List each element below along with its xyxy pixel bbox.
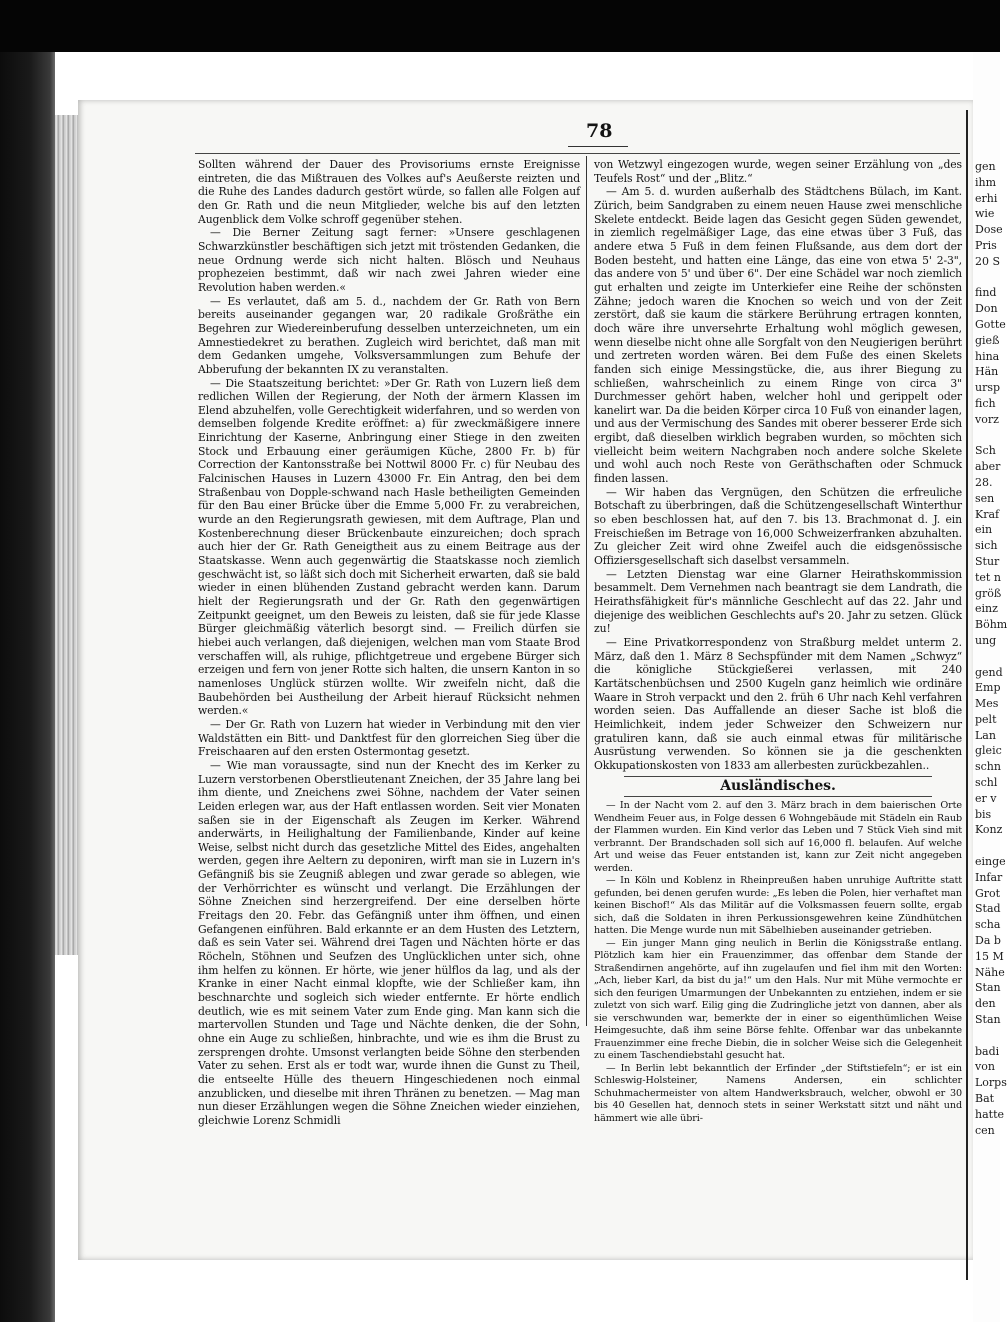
neighbor-fragment: gend (975, 665, 1003, 679)
neighbor-fragment: größ (975, 586, 1002, 600)
page-number: 78 (586, 120, 613, 142)
column-divider (586, 156, 587, 1026)
neighbor-fragment: ung (975, 633, 997, 647)
neighbor-fragment: wie (975, 207, 995, 221)
article-paragraph: — In Berlin lebt bekanntlich der Erfinder „der Stiftstiefeln“; er ist ein Schleswig-Holsteiner, Namens Andersen, ein schlichter Schuhmachermeister von altem Handwerksbrauch, welcher, obwohl er 30 bis 40 Gesellen hat, dennoch stets in seiner Werkstatt sitzt und näht und hämmert wie alle übri- (594, 1062, 962, 1124)
neighbor-fragment: einge (975, 855, 1006, 869)
neighbor-fragment (975, 650, 1000, 663)
neighbor-fragment: fich (975, 396, 996, 410)
article-paragraph: — Ein junger Mann ging neulich in Berlin die Königsstraße entlang. Plötzlich kam hier ein Frauenzimmer, das offenbar dem Stande der Straßendirnen angehörte, auf ihn zugelaufen und fiel ihm mit den Worten: „Ach, lieber Karl, da bist du ja!“ um den Hals. Nur mit Mühe vermochte er sich den feurigen Umarmungen der Unbekannten zu entziehen, indem er sie zuletzt von sich warf. Eilig ging die Zudringliche jetzt von dannen, aber als sie verschwunden war, bemerkte der in einer so eigenthümlichen Weise Heimgesuchte, daß ihm seine Börse fehlte. Offenbar war das unbekannte Frauenzimmer eine freche Diebin, die in solcher Weise sich die Gelegenheit zu einem Taschendiebstahl gesucht hat. (594, 937, 962, 1062)
right-column (594, 158, 962, 1125)
neighbor-fragment: Grot (975, 886, 1001, 900)
page-edge-line (966, 110, 968, 1280)
neighbor-fragment: Kraf (975, 507, 1000, 521)
neighbor-fragment: Stad (975, 902, 1001, 916)
neighbor-fragment: Nähe (975, 965, 1005, 979)
neighbor-fragment: gieß (975, 333, 1000, 347)
neighbor-fragment: sich (975, 539, 998, 553)
neighbor-fragment: cen (975, 1123, 995, 1137)
section-heading-foreign: Ausländisches. (720, 777, 836, 794)
neighbor-fragment: schl (975, 776, 998, 790)
article-paragraph: — Die Staatszeitung berichtet: »Der Gr. Rath von Luzern ließ dem redlichen Willen der Regierung, der Noth der ärmern Klassen im Elend abzuhelfen, volle Gerechtigkeit widerfahren, und so werden von demselben folgende Kredite eröffnet: a) für zweckmäßigere innere Einrichtung der Kaserne, Anbringung einer Stiege in den zweiten Stock und Erbauung einer geräumigen Küche, 2800 Fr. b) für Correction der Kantonsstraße bei Nottwil 8000 Fr. c) für Neubau des Falcinischen Hauses in Luzern 43000 Fr. Ein Antrag, den bei dem Straßenbau von Dopple-schwand nach Hasle betheiligten Gemeinden für den Bau einer Brücke über die Emme 5,000 Fr. zu verabreichen, wurde an den Regierungsrath gewiesen, mit dem Auftrage, Plan und Kostenberechnung dieser Brückenbaute einzureichen; doch sprach auch hier der Gr. Rath Geneigtheit aus zu einem Beitrage aus der Staatskasse. Wenn auch gegenwärtig die Staatskasse noch ziemlich geschwächt ist, so läßt sich doch mit Sicherheit erwarten, daß sie bald wieder in einen blühenden Zustand gebracht werden kann. Darum hielt der Regierungsrath und der Gr. Rath den gegenwärtigen Zeitpunkt geeignet, um den Beweis zu leisten, daß sie für jede Klasse Bürger gleichmäßig väterlich besorgt sind. — Freilich dürfen sie hiebei auch verlangen, daß diejenigen, welchen man vom Staate Brod verschaffen will, als ruhige, pflichtgetreue und ergebene Bürger sich erzeigen und fern von jener Rotte sich halten, die unsern Kanton in so namenloses Unglück stürzen wollte. Wir zweifeln nicht, daß die Baubehörden bei Austheilung der Arbeit hierauf Rücksicht nehmen werden.« (198, 376, 580, 718)
neighbor-fragment (975, 1029, 1000, 1042)
article-paragraph: — Es verlautet, daß am 5. d., nachdem der Gr. Rath von Bern bereits auseinander gegangen war, 20 radikale Großräthe ein Begehren zur Wiedereinberufung desselben unterzeichneten, um ein Amnestiedekret zu berathen. Zugleich wird berichtet, daß man mit dem Gedanken umgehe, Volksversammlungen zum Behufe der Abberufung der bekannten IX zu veranstalten. (198, 294, 580, 376)
neighbor-fragment: erhi (975, 191, 998, 205)
neighbor-fragment: ein (975, 523, 993, 537)
neighbor-fragment: badi (975, 1044, 1000, 1058)
neighbor-fragment: von (975, 1060, 995, 1074)
neighbor-fragment: Lan (975, 728, 996, 742)
article-paragraph: — Wir haben das Vergnügen, den Schützen die erfreuliche Botschaft zu überbringen, daß die Schützengesellschaft Winterthur so eben beschlossen hat, auf den 7. bis 13. Brachmonat d. J. ein Freischießen im Betrage von 16,000 Schweizerfranken abzuhalten. Zu gleicher Zeit wird ohne Zweifel auch die eidsgenössische Offiziersgesellschaft sich daselbst versammeln. (594, 485, 962, 568)
article-paragraph: — Wie man voraussagte, sind nun der Knecht des im Kerker zu Luzern verstorbenen Oberstlieutenant Zneichen, der 35 Jahre lang bei ihm diente, und Zneichens zwei Söhne, nachdem der Vater seinen Leiden erlegen war, aus der Haft entlassen worden. Seit vier Monaten saßen sie in der Eigenschaft als Zeugen im Kerker. Während anderwärts, in Heilighaltung der Familienbande, Kinder auf keine Weise, selbst nicht durch das gesetzliche Mittel des Eides, angehalten werden, gegen ihre Aeltern zu deponiren, wirft man sie in Luzern in's Gefängniß bis sie Zeugniß ablegen und zwar gerade so ablegen, wie der Verhörrichter es wünscht und verlangt. Die Erzählungen der Söhne Zneichen sind herzergreifend. Der eine derselben hörte Freitags den 20. Febr. das Gefängniß unter ihm öffnen, und einen Gefangenen einführen. Bald erkannte er an dem Husten des Letztern, daß es sein Vater sei. Während drei Tagen und Nächten hörte er das Röcheln, Stöhnen und Seufzen des Unglücklichen unter sich, ohne ihm helfen zu können. Er hörte, wie jener hülflos da lag, und als der Kranke in einer Nacht einmal klopfte, wie der Schließer kam, ihn beschnarchte und sogleich sich wieder entfernte. Er hörte endlich deutlich, wie es mit seinem Vater zum Ende ging. Man kann sich die martervollen Stunden und Tage und Nächte denken, die der Sohn, ohne ein Auge zu schließen, hinbrachte, und wie es ihm die Brust zu zersprengen drohte. Umsonst verlangten beide Söhne den sterbenden Vater zu sehen. Erst als er todt war, wurde ihnen die Gunst zu Theil, die entseelte Hülle des theuern Hingeschiedenen noch einmal anzublicken, und dieselbe mit ihren Thränen zu benetzen. — Mag man nun dieser Erzählungen wegen die Söhne Zneichen wieder einziehen, gleichwie Lorenz Schmidli (198, 758, 580, 1127)
article-paragraph: Sollten während der Dauer des Provisoriums ernste Ereignisse eintreten, die das Mißtrauen des Volkes auf's Aeußerste reizten und die Ruhe des Landes dadurch gestört würde, so fallen alle Folgen auf den Gr. Rath und die neun Mitglieder, welche bis auf den letzten Augenblick dem Volke schroff gegenüber stehen. (198, 158, 580, 226)
neighbor-fragment: Gotte (975, 317, 1006, 331)
neighbor-fragment: gen (975, 160, 996, 173)
neighbor-fragment: Pris (975, 238, 997, 252)
article-paragraph: — Letzten Dienstag war eine Glarner Heirathskommission besammelt. Dem Vernehmen nach beantragt sie dem Landrath, die Heirathsfähigkeit für's männliche Geschlecht auf das 22. Jahr und diejenige des weiblichen Geschlechts auf's 20. Jahr zu setzen. Glück zu! (594, 567, 962, 636)
neighbor-fragment: einz (975, 602, 998, 616)
neighbor-fragment: ursp (975, 381, 1001, 395)
neighbor-fragment: Da b (975, 934, 1001, 948)
neighbor-fragment: aber (975, 460, 1001, 474)
neighbor-fragment: Stan (975, 1013, 1001, 1027)
neighbor-fragment: Konz (975, 823, 1003, 837)
neighbor-fragment: Mes (975, 697, 999, 711)
section-rule (624, 796, 932, 797)
neighbor-fragment: 15 M (975, 949, 1004, 963)
neighbor-fragment: Lorps (975, 1076, 1007, 1090)
neighbor-fragment (975, 271, 1000, 284)
neighbor-fragment: scha (975, 918, 1001, 932)
neighbor-fragment: gleic (975, 744, 1002, 758)
article-paragraph: — In Köln und Koblenz in Rheinpreußen haben unruhige Auftritte statt gefunden, bei denen gerufen wurde: „Es leben die Polen, hier verhaftet man keinen Bischof!“ Als das Militär auf die Volksmassen feuern sollte, ergab sich, daß die Soldaten in ihren Perkussionsgewehren keine Zündhütchen hatten. Die Menge wurde nun mit Säbelhieben auseinander getrieben. (594, 875, 962, 937)
neighbor-fragment: bis (975, 807, 992, 821)
book-page-edges (55, 115, 78, 955)
neighbor-fragment: find (975, 286, 997, 300)
neighbor-fragment: hatte (975, 1107, 1004, 1121)
neighbor-fragment: vorz (975, 412, 999, 426)
neighbor-fragment (975, 429, 1000, 442)
neighbor-fragment: 20 S (975, 254, 1001, 268)
neighbor-fragment: hina (975, 349, 1000, 363)
article-paragraph: — Der Gr. Rath von Luzern hat wieder in Verbindung mit den vier Waldstätten ein Bitt- und Danktfest für den glorreichen Sieg über die Freischaaren auf den ersten Ostermontag gesetzt. (198, 717, 580, 759)
neighbor-fragment: 28. (975, 475, 993, 489)
neighbor-fragment: er v (975, 791, 997, 805)
neighbor-fragment: Sch (975, 444, 996, 458)
neighbor-fragment: Stan (975, 981, 1001, 995)
left-column (198, 158, 580, 1128)
header-rule (195, 153, 960, 154)
article-paragraph: — In der Nacht vom 2. auf den 3. März brach in dem baierischen Orte Wendheim Feuer aus, in Folge dessen 6 Wohngebäude mit Städeln ein Raub der Flammen wurden. Ein Kind verlor das Leben und 7 Stück Vieh sind mit verbrannt. Der Brandschaden soll sich auf 16,000 fl. belaufen. Auf welche Art und weise das Feuer entstanden ist, kann zur Zeit nicht angegeben werden. (594, 800, 962, 874)
neighbor-fragment: sen (975, 491, 995, 505)
neighbor-fragment: Dose (975, 223, 1003, 237)
neighbor-fragment: Stur (975, 554, 1000, 568)
neighbor-fragment (975, 839, 1000, 852)
neighbor-fragment: tet n (975, 570, 1001, 584)
neighbor-fragment: schn (975, 760, 1001, 774)
neighbor-page-fragments (975, 160, 1007, 1137)
neighbor-fragment: Böhm (975, 618, 1007, 632)
article-paragraph: — Eine Privatkorrespondenz von Straßburg meldet unterm 2. März, daß den 1. März 8 Sechspfünder mit dem Namen „Schwyz“ die königliche Stückgießerei verlassen, mit 240 Kartätschenbüchsen und 2500 Kugeln ganz heimlich wie ordinäre Waare in Stroh verpackt und den 2. früh 6 Uhr nach Kehl verfahren worden seien. Das Auffallende an dieser Sache ist bloß die Heimlichkeit, indem jeder Schweizer den Schweizern nur gratuliren kann, daß sie auch einmal etwas für militärische Ausrüstung verwenden. So können sie ja die geschenkten Okkupationskosten von 1833 am allerbesten zurückbezahlen.. (594, 635, 962, 772)
scan-top-border (0, 0, 1000, 52)
neighbor-fragment: Hän (975, 365, 999, 379)
article-paragraph: — Am 5. d. wurden außerhalb des Städtchens Bülach, im Kant. Zürich, beim Sandgraben zu einem neuen Hause zwei menschliche Skelete entdeckt. Beide lagen das Gesicht gegen Süden gewendet, in ziemlich regelmäßiger Lage, das eine etwas über 3 Fuß, das andere etwa 5 Fuß in dem feinen Flußsande, aus dem dort der Boden besteht, und hatten eine Länge, das eine von etwa 5' 2-3", das andere von 5' und über 6". Der eine Schädel war noch ziemlich gut erhalten und zeigte im Unterkiefer eine Reihe der schönsten Zähne; jedoch waren die Knochen so weich und von der Zeit zerstört, daß sie kaum die stärkere Berührung ertragen konnten, doch wäre ihre unversehrte Erhaltung wohl möglich gewesen, wenn dieselbe nicht ohne alle Sorgfalt von den Neugierigen berührt und zertreten worden wären. Bei dem Fuße des einen Skelets fanden sich einige Messingstücke, die, aus ihrer Biegung zu schließen, wahrscheinlich zu einem Ringe von circa 3" Durchmesser gehört haben, welcher hohl und gerippelt oder kanelirt war. Da die beiden Körper circa 10 Fuß von einander lagen, und aus der Vermischung des Sandes mit oberer besserer Erde sich ergibt, daß dieselben wirklich begraben wurden, so möchten sich vielleicht beim weitern Nachgraben noch andere solche Skelete und wohl auch noch Reste von Geräthschaften oder Schmuck finden lassen. (594, 185, 962, 486)
neighbor-fragment: Bat (975, 1092, 995, 1106)
section-rule (624, 776, 932, 777)
neighbor-fragment: Don (975, 302, 998, 316)
neighbor-fragment: den (975, 997, 996, 1011)
page-number-underline (568, 146, 628, 147)
neighbor-fragment: Infar (975, 870, 1003, 884)
scan-left-border (0, 52, 55, 1322)
neighbor-fragment: pelt (975, 712, 997, 726)
neighbor-fragment: ihm (975, 175, 997, 189)
article-paragraph: von Wetzwyl eingezogen wurde, wegen seiner Erzählung von „des Teufels Rost“ und der „Blitz.“ (594, 158, 962, 185)
article-paragraph: — Die Berner Zeitung sagt ferner: »Unsere geschlagenen Schwarzkünstler beschäftigen sich jetzt mit tröstenden Gedanken, die neue Ordnung werde sich nicht halten. Blösch und Neuhaus prophezeien bestimmt, daß wir nach zwei Jahren wieder eine Revolution haben werden.« (198, 226, 580, 294)
neighbor-fragment: Emp (975, 681, 1001, 695)
